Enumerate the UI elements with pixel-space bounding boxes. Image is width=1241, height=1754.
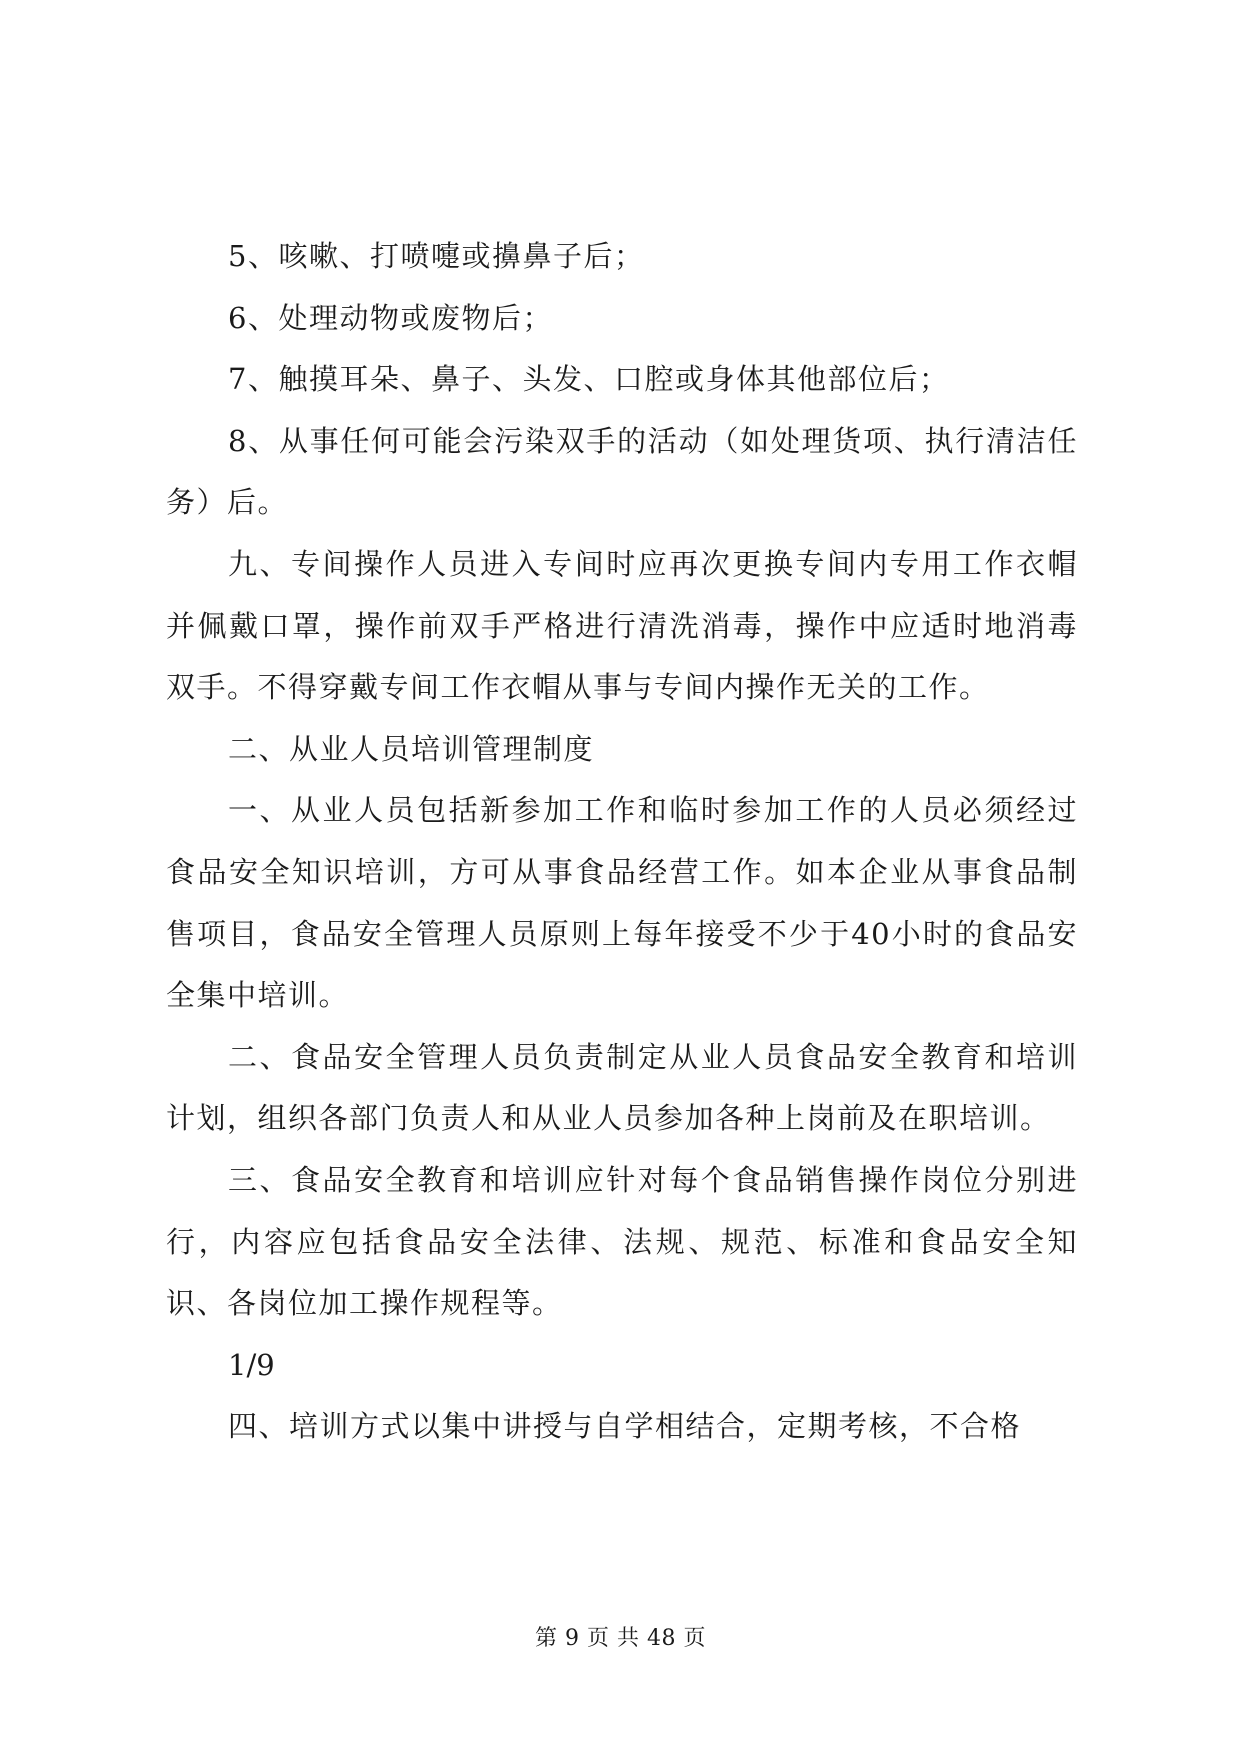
section-heading: 二、从业人员培训管理制度 bbox=[228, 731, 595, 766]
inline-page-marker: 1/9 bbox=[228, 1347, 275, 1382]
paragraph-rule-9: 九、专间操作人员进入专间时应再次更换专间内专用工作衣帽并佩戴口罩，操作前双手严格进行清洗消毒，操作中应适时地消毒双手。不得穿戴专间工作衣帽从事与专间内操作无关的工作。 bbox=[166, 546, 1078, 705]
paragraph-rule-3: 三、食品安全教育和培训应针对每个食品销售操作岗位分别进行，内容应包括食品安全法律、法规、规范、标准和食品安全知识、各岗位加工操作规程等。 bbox=[166, 1162, 1078, 1321]
paragraph-rule-2: 二、食品安全管理人员负责制定从业人员食品安全教育和培训计划，组织各部门负责人和从业人员参加各种上岗前及在职培训。 bbox=[166, 1039, 1078, 1136]
document-body bbox=[166, 226, 1078, 1458]
paragraph-item-8: 8、从事任何可能会污染双手的活动（如处理货项、执行清洁任务）后。 bbox=[166, 423, 1078, 520]
paragraph-item-5: 5、咳嗽、打喷嚏或擤鼻子后； bbox=[228, 239, 645, 273]
paragraph-item-7: 7、触摸耳朵、鼻子、头发、口腔或身体其他部位后； bbox=[228, 362, 950, 397]
paragraph-rule-1: 一、从业人员包括新参加工作和临时参加工作的人员必须经过食品安全知识培训，方可从事食品经营工作。如本企业从事食品制售项目，食品安全管理人员原则上每年接受不少于40小时的食品安全集中培训。 bbox=[166, 793, 1078, 1013]
page-footer: 第 9 页 共 48 页 bbox=[535, 1626, 706, 1651]
paragraph-rule-4: 四、培训方式以集中讲授与自学相结合，定期考核，不合格 bbox=[228, 1409, 1022, 1444]
paragraph-item-6: 6、处理动物或废物后； bbox=[228, 300, 553, 335]
